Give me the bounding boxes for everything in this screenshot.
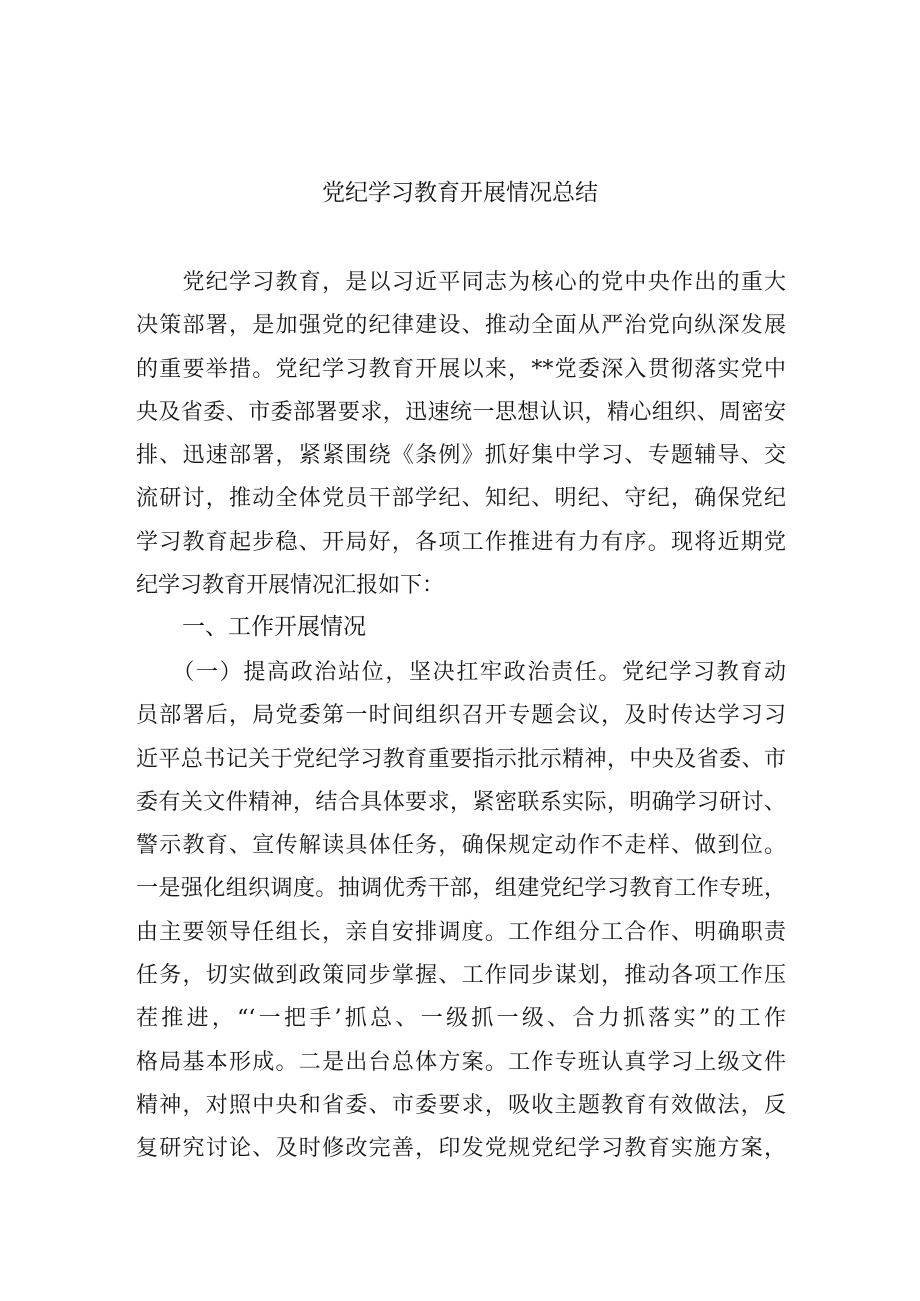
text-line: 的重要举措。党纪学习教育开展以来，**党委深入贯彻落实党中 [136, 356, 786, 382]
text-line: 近平总书记关于党纪学习教育重要指示批示精神，中央及省委、市 [136, 746, 786, 772]
intro-paragraph [136, 261, 786, 607]
text-line: 委有关文件精神，结合具体要求，紧密联系实际，明确学习研讨、 [136, 789, 786, 815]
text-line: 员部署后，局党委第一时间组织召开专题会议，及时传达学习习 [136, 703, 786, 729]
text-line: （一）提高政治站位，坚决扛牢政治责任。党纪学习教育动 [136, 660, 786, 685]
text-line: 警示教育、宣传解读具体任务，确保规定动作不走样、做到位。 [136, 833, 786, 859]
section-paragraph [136, 651, 786, 1171]
text-line: 学习教育起步稳、开局好，各项工作推进有力有序。现将近期党 [136, 529, 786, 555]
text-line: 茬推进，“‘一把手’抓总、一级抓一级、合力抓落实”的工作 [136, 1006, 786, 1032]
text-line: 党纪学习教育，是以习近平同志为核心的党中央作出的重大 [136, 270, 786, 295]
text-line: 央及省委、市委部署要求，迅速统一思想认识，精心组织、周密安 [136, 399, 786, 425]
text-line: 决策部署，是加强党的纪律建设、推动全面从严治党向纵深发展 [136, 313, 786, 339]
text-line: 复研究讨论、及时修改完善，印发党规党纪学习教育实施方案， [136, 1136, 786, 1162]
section-heading: 一、工作开展情况 [182, 614, 366, 640]
text-line: 排、迅速部署，紧紧围绕《条例》抓好集中学习、专题辅导、交 [136, 443, 786, 469]
text-line: 任务，切实做到政策同步掌握、工作同步谋划，推动各项工作压 [136, 963, 786, 989]
text-line: 由主要领导任组长，亲自安排调度。工作组分工合作、明确职责 [136, 919, 786, 945]
document-title: 党纪学习教育开展情况总结 [322, 180, 598, 206]
text-line: 流研讨，推动全体党员干部学纪、知纪、明纪、守纪，确保党纪 [136, 486, 786, 512]
text-line: 纪学习教育开展情况汇报如下： [136, 573, 445, 599]
text-line: 格局基本形成。二是出台总体方案。工作专班认真学习上级文件 [136, 1049, 786, 1075]
text-line: 精神，对照中央和省委、市委要求，吸收主题教育有效做法，反 [136, 1092, 786, 1118]
text-line: 一是强化组织调度。抽调优秀干部，组建党纪学习教育工作专班， [136, 876, 786, 902]
